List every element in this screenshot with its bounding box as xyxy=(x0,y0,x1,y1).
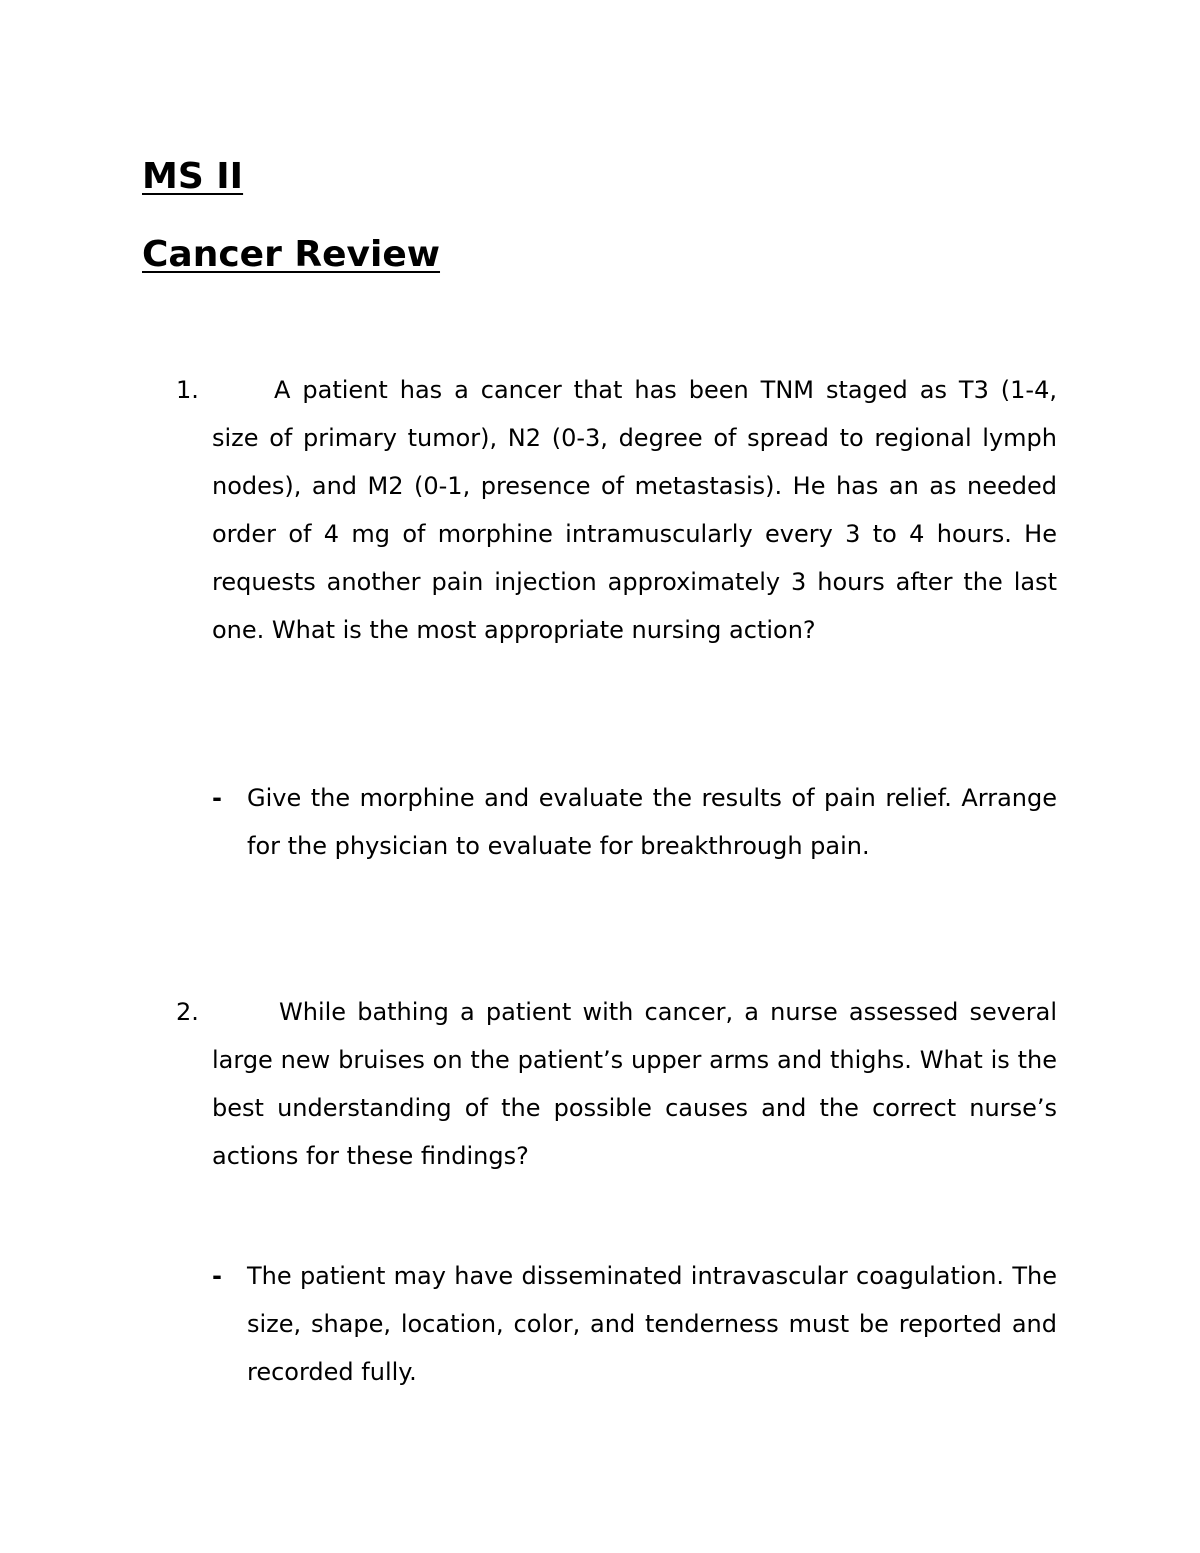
answer-bullet: - xyxy=(212,784,222,812)
question-text: A patient has a cancer that has been TNM staged as T3 (1-4, size of primary tumor), N2 (0-3, degree of spread to regional lymph nodes), and M2 (0-1, presence of metastasis). He has an as needed order of 4 mg of morphine intramuscularly every 3 to 4 hours. He requests another pain injection approximately 3 hours after the last one. What is the most appropriate nursing action? xyxy=(212,376,1057,644)
question-text: While bathing a patient with cancer, a nurse assessed several large new bruises on the patient’s upper arms and thighs. What is the best understanding of the possible causes and the correct nurse’s actions for these findings? xyxy=(212,998,1057,1170)
answer-text: Give the morphine and evaluate the results of pain relief. Arrange for the physician to evaluate for breakthrough pain. xyxy=(247,784,1057,860)
answer-bullet: - xyxy=(212,1262,222,1290)
document-title: Cancer Review xyxy=(142,234,441,275)
course-heading: MS II xyxy=(142,156,244,197)
question-number: 2. xyxy=(176,998,199,1026)
answer-text: The patient may have disseminated intravascular coagulation. The size, shape, location, color, and tenderness must be reported and recorded fully. xyxy=(247,1262,1057,1386)
question-number: 1. xyxy=(176,376,199,404)
